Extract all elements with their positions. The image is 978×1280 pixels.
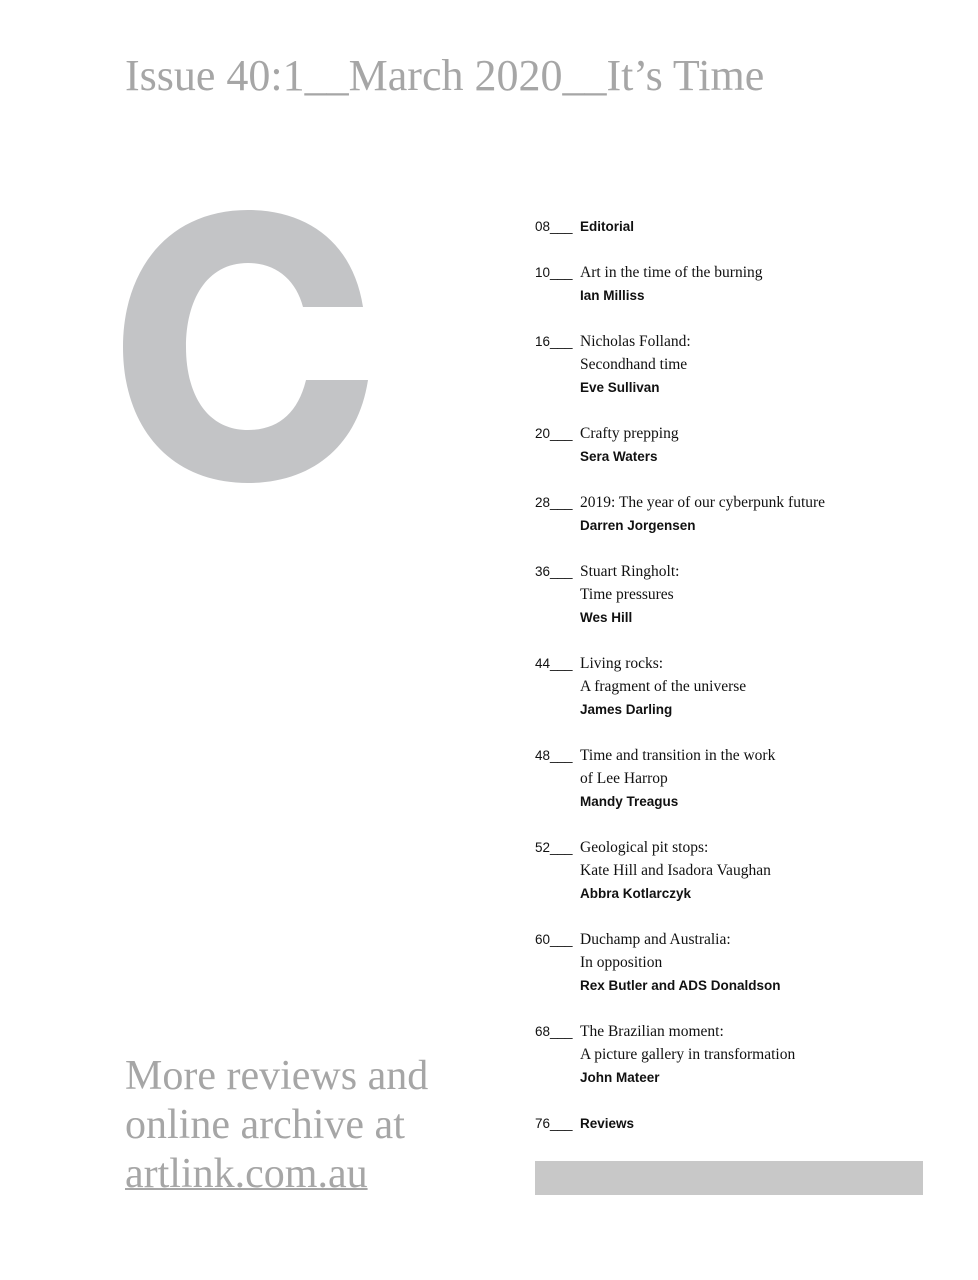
toc-author: Ian Milliss — [580, 288, 645, 303]
toc-title-line: In opposition — [580, 954, 663, 971]
toc-title-line: Geological pit stops: — [580, 839, 709, 856]
toc-author: Reviews — [580, 1116, 635, 1131]
toc-title-line: Art in the time of the burning — [580, 264, 763, 281]
promo-line-2: online archive at — [125, 1102, 405, 1148]
toc-page-number: 20___ — [535, 426, 573, 441]
promo-text — [125, 1052, 485, 1199]
toc-title-line: Time and transition in the work — [580, 747, 776, 764]
toc-page-number: 44___ — [535, 656, 573, 671]
toc-title-line: 2019: The year of our cyberpunk future — [580, 494, 826, 511]
toc-author: Darren Jorgensen — [580, 518, 696, 533]
toc-title-line: Stuart Ringholt: — [580, 563, 680, 580]
toc-author: Eve Sullivan — [580, 380, 660, 395]
toc-entry[interactable] — [535, 330, 935, 399]
issue-title: Issue 40:1__March 2020__It’s Time — [125, 51, 765, 100]
toc-entry[interactable] — [535, 744, 935, 813]
toc-author: Mandy Treagus — [580, 794, 679, 809]
toc-author: Sera Waters — [580, 449, 658, 464]
logo-c-icon — [108, 195, 378, 495]
toc-entry[interactable] — [535, 652, 935, 721]
toc-title-line: A picture gallery in transformation — [580, 1046, 796, 1063]
toc-page-number: 52___ — [535, 840, 573, 855]
archive-link[interactable]: artlink.com.au — [125, 1151, 368, 1197]
toc-title-line: Secondhand time — [580, 356, 688, 373]
toc-page-number: 10___ — [535, 265, 573, 280]
toc-title-line: Kate Hill and Isadora Vaughan — [580, 862, 771, 879]
promo-line-1: More reviews and — [125, 1053, 429, 1099]
toc-page-number: 28___ — [535, 495, 573, 510]
toc-title-line: Nicholas Folland: — [580, 333, 691, 350]
toc-page-number: 68___ — [535, 1024, 573, 1039]
toc-author: Wes Hill — [580, 610, 633, 625]
toc-title-line: The Brazilian moment: — [580, 1023, 724, 1040]
toc-title-line: A fragment of the universe — [580, 678, 747, 695]
toc-entry[interactable] — [535, 836, 935, 905]
toc-entry[interactable] — [535, 1020, 935, 1089]
toc-entry[interactable] — [535, 560, 935, 629]
toc-title-line: Crafty prepping — [580, 425, 679, 442]
toc-page-number: 60___ — [535, 932, 573, 947]
grey-bar — [535, 1161, 923, 1195]
table-of-contents — [535, 215, 935, 1158]
toc-title-line: Duchamp and Australia: — [580, 931, 731, 948]
toc-page-number: 48___ — [535, 748, 573, 763]
toc-page-number: 36___ — [535, 564, 573, 579]
toc-title-line: Living rocks: — [580, 655, 664, 672]
toc-entry[interactable] — [535, 1112, 935, 1135]
toc-author: James Darling — [580, 702, 673, 717]
toc-page-number: 16___ — [535, 334, 573, 349]
toc-title-line: of Lee Harrop — [580, 770, 668, 787]
toc-entry[interactable] — [535, 928, 935, 997]
toc-author: John Mateer — [580, 1070, 660, 1085]
toc-title-line: Time pressures — [580, 586, 674, 603]
toc-author: Abbra Kotlarczyk — [580, 886, 692, 901]
toc-author: Editorial — [580, 219, 635, 234]
toc-entry[interactable] — [535, 215, 935, 238]
toc-entry[interactable] — [535, 422, 935, 468]
toc-page-number: 76___ — [535, 1116, 573, 1131]
toc-page-number: 08___ — [535, 219, 573, 234]
toc-entry[interactable] — [535, 491, 935, 537]
toc-author: Rex Butler and ADS Donaldson — [580, 978, 781, 993]
toc-entry[interactable] — [535, 261, 935, 307]
